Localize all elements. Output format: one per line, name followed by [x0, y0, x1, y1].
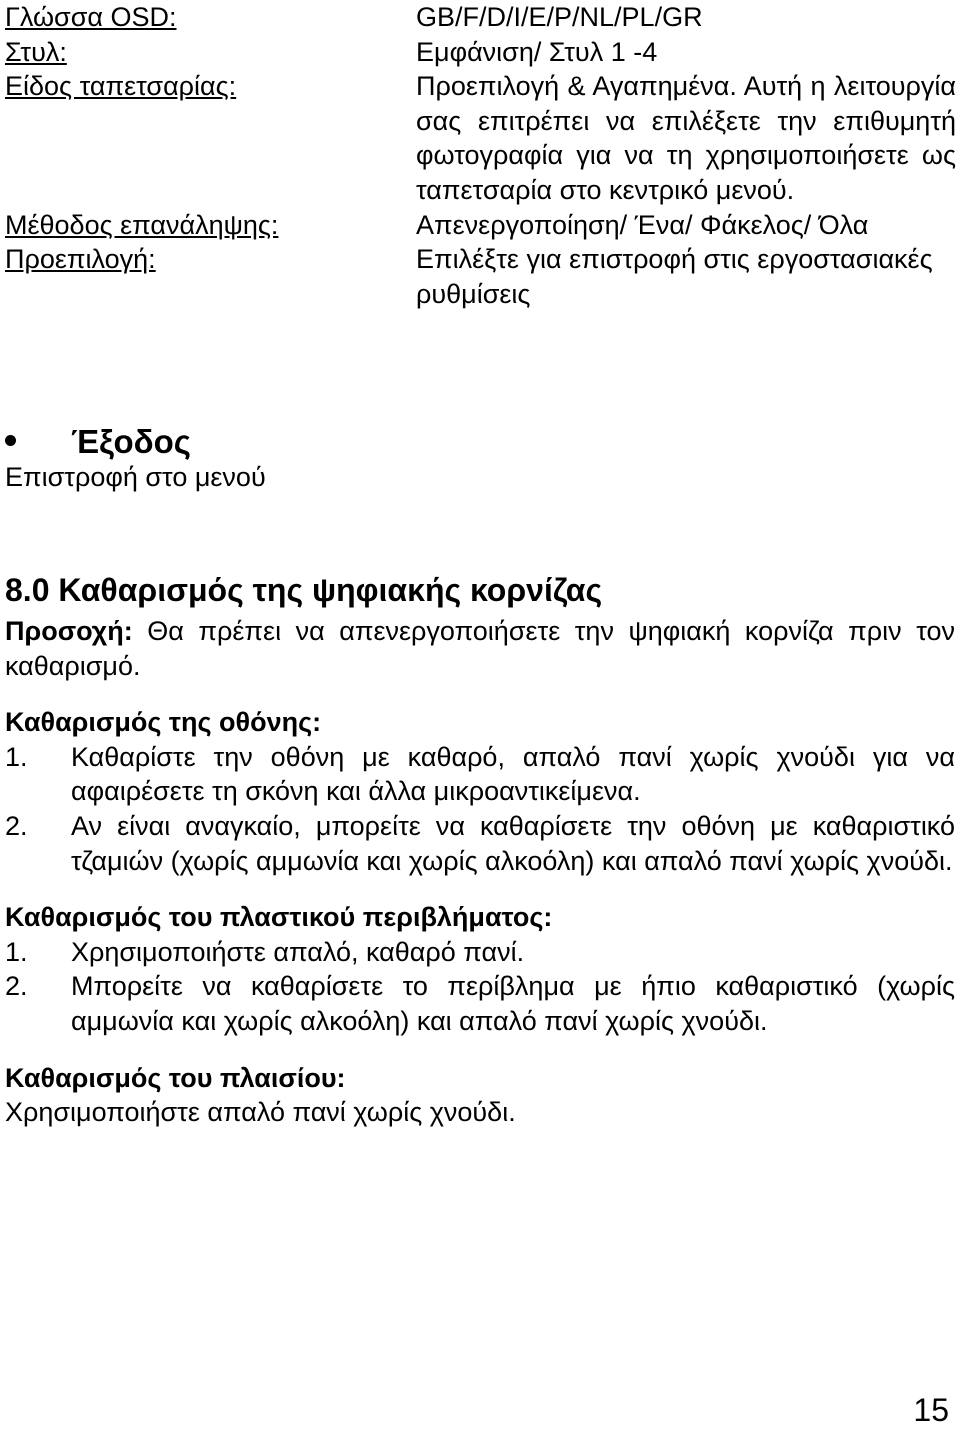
- setting-value: Εμφάνιση/ Στυλ 1 -4: [416, 36, 658, 67]
- setting-value: GB/F/D/I/E/P/NL/PL/GR: [416, 2, 703, 32]
- bullet-icon: [5, 435, 16, 446]
- list-item: [5, 969, 955, 1038]
- exit-item: [5, 422, 955, 495]
- settings-list: [5, 0, 955, 311]
- setting-label: Είδος ταπετσαρίας:: [5, 71, 237, 102]
- setting-osd-language: [5, 0, 955, 35]
- setting-label: Στυλ:: [5, 36, 67, 67]
- warning-paragraph: [5, 614, 955, 683]
- screen-cleaning-heading: Καθαρισμός της οθόνης:: [5, 707, 322, 738]
- section-title: 8.0 Καθαρισμός της ψηφιακής κορνίζας: [5, 572, 603, 608]
- list-item: [5, 809, 955, 878]
- list-number: 1.: [5, 741, 28, 772]
- list-text: Μπορείτε να καθαρίσετε το περίβλημα με ήπιο καθαριστικό (χωρίς αμμωνία και χωρίς αλκοόλη) και απαλό πανί χωρίς χνούδι.: [71, 971, 955, 1036]
- setting-label: Προεπιλογή:: [5, 244, 156, 275]
- screen-cleaning-list: [5, 740, 955, 878]
- frame-cleaning-heading: Καθαρισμός του πλαισίου:: [5, 1062, 346, 1093]
- setting-value: Προεπιλογή & Αγαπημένα. Αυτή η λειτουργία σας επιτρέπει να επιλέξετε την επιθυμητή φωτογραφία για να τη χρησιμοποιήσετε ως ταπετσαρία στο κεντρικό μενού.: [416, 71, 956, 205]
- list-item: [5, 935, 955, 970]
- list-number: 2.: [5, 971, 28, 1002]
- exit-title: Έξοδος: [71, 423, 191, 460]
- setting-repeat-method: [5, 208, 955, 243]
- setting-label: Γλώσσα OSD:: [5, 2, 177, 32]
- setting-label: Μέθοδος επανάληψης:: [5, 209, 279, 240]
- setting-style: [5, 35, 955, 70]
- list-text: Αν είναι αναγκαίο, μπορείτε να καθαρίσετε την οθόνη με καθαριστικό τζαμιών (χωρίς αμμωνία και χωρίς αλκοόλη) και απαλό πανί χωρίς χνούδι.: [71, 810, 955, 876]
- exit-description: Επιστροφή στο μενού: [5, 462, 266, 492]
- setting-value: Επιλέξτε για επιστροφή στις εργοστασιακές ρυθμίσεις: [416, 244, 933, 309]
- list-number: 2.: [5, 810, 28, 841]
- cleaning-section: [5, 570, 955, 1130]
- page-number: 15: [913, 1392, 949, 1428]
- frame-cleaning-text: Χρησιμοποιήστε απαλό πανί χωρίς χνούδι.: [5, 1097, 516, 1128]
- casing-cleaning-heading: Καθαρισμός του πλαστικού περιβλήματος:: [5, 902, 553, 933]
- list-text: Χρησιμοποιήστε απαλό, καθαρό πανί.: [71, 936, 525, 967]
- list-number: 1.: [5, 936, 28, 967]
- list-item: [5, 740, 955, 809]
- setting-value: Απενεργοποίηση/ Ένα/ Φάκελος/ Όλα: [416, 209, 869, 240]
- setting-default: [5, 242, 955, 311]
- warning-label: Προσοχή:: [5, 616, 133, 646]
- setting-wallpaper-type: [5, 69, 955, 207]
- warning-text: Θα πρέπει να απενεργοποιήσετε την ψηφιακή κορνίζα πριν τον καθαρισμό.: [5, 616, 955, 681]
- casing-cleaning-list: [5, 935, 955, 1039]
- list-text: Καθαρίστε την οθόνη με καθαρό, απαλό πανί χωρίς χνούδι για να αφαιρέσετε τη σκόνη και άλλα μικροαντικείμενα.: [71, 741, 955, 807]
